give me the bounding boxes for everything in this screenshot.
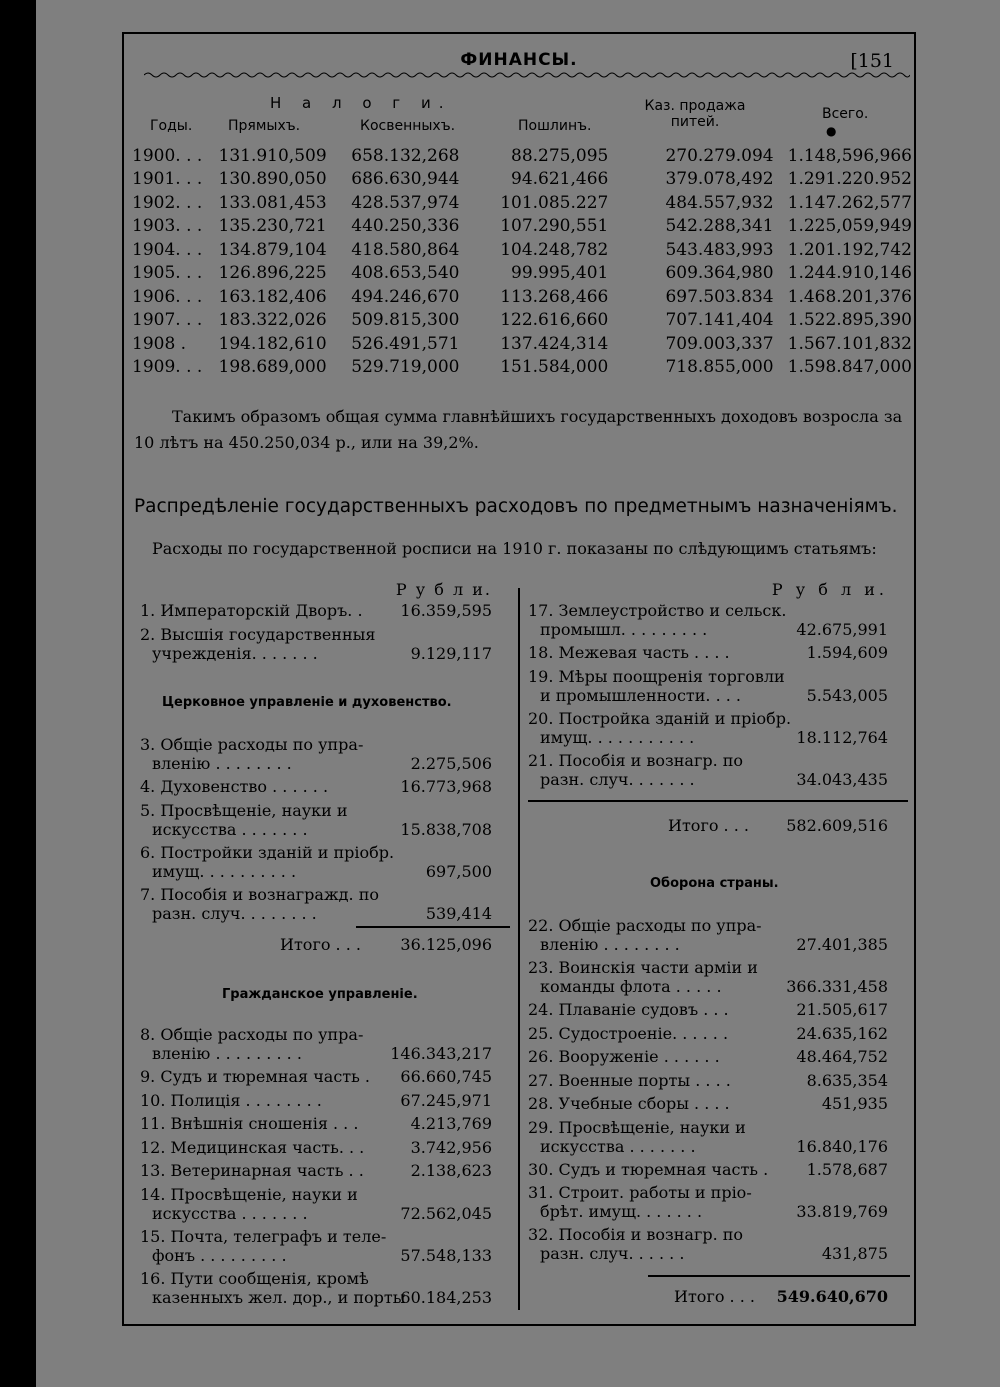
value-cell: 418.580,864: [351, 239, 460, 260]
expense-item-line: 25. Судостроеніе. . . . . .: [528, 1023, 729, 1043]
ink-dot: ●: [826, 124, 837, 138]
expense-item-line: искусства . . . . . . .: [540, 1136, 696, 1156]
expense-amount: 431,875: [821, 1244, 888, 1263]
value-cell: 101.085.227: [500, 192, 609, 213]
value-cell: 151.584,000: [500, 357, 609, 378]
expense-item-line: 15. Почта, телеграфъ и теле-: [140, 1226, 387, 1246]
expense-amount: 67.245,971: [400, 1090, 492, 1110]
expense-amount: 1.594,609: [806, 643, 888, 662]
expense-item-line: 16. Пути сообщенія, кромѣ: [140, 1268, 369, 1288]
value-cell: 135.230,721: [218, 216, 327, 237]
expense-amount: 16.840,176: [796, 1136, 888, 1156]
value-cell: 198.689,000: [218, 357, 327, 378]
year-cell: 1904. . .: [132, 239, 203, 260]
expense-item-line: 29. Просвѣщеніе, науки и: [528, 1117, 746, 1137]
value-cell: 526.491,571: [351, 333, 460, 354]
expense-item-line: промышл. . . . . . . . .: [540, 620, 708, 639]
value-cell: 707.141,404: [665, 310, 774, 331]
subtotal: 582.609,516: [786, 816, 888, 835]
value-cell: 543.483,993: [665, 239, 774, 260]
value-cell: 440.250,336: [351, 216, 460, 237]
expense-item-line: 20. Постройка зданій и пріобр.: [528, 708, 792, 728]
expense-amount: 9.129,117: [410, 643, 492, 663]
expense-amount: 15.838,708: [400, 819, 492, 839]
expense-item-line: 4. Духовенство . . . . . .: [140, 777, 329, 796]
column-divider: [518, 588, 520, 1310]
expense-item-line: 22. Общіе расходы по упра-: [528, 916, 762, 935]
year-cell: 1907. . .: [132, 310, 203, 331]
value-cell: 137.424,314: [500, 333, 609, 354]
page-number: [151: [850, 50, 894, 72]
expense-item-line: искусства . . . . . . .: [152, 819, 308, 839]
value-cell: 658.132,268: [351, 145, 460, 166]
expense-item-line: разн. случ. . . . . .: [540, 1244, 685, 1263]
taxes-group-header: Н а л о г и.: [270, 94, 452, 112]
book-spine-shadow: [0, 0, 36, 1387]
value-cell: 1.148,596,966: [787, 145, 912, 166]
col-header-indirect: Косвенныхъ.: [360, 118, 456, 134]
expense-item-line: брѣт. имущ. . . . . . .: [540, 1202, 703, 1221]
expense-item-line: вленію . . . . . . . .: [152, 754, 292, 773]
value-cell: 509.815,300: [351, 310, 460, 331]
expense-item-line: вленію . . . . . . . . .: [152, 1044, 302, 1063]
value-cell: 1.598.847,000: [787, 357, 912, 378]
expense-item-line: и промышленности. . . .: [540, 685, 742, 705]
year-cell: 1902. . .: [132, 192, 203, 213]
year-cell: 1900. . .: [132, 145, 203, 166]
expense-item-line: имущ. . . . . . . . . .: [152, 861, 297, 881]
expense-item-line: искусства . . . . . . .: [152, 1203, 308, 1223]
value-cell: 494.246,670: [351, 286, 460, 307]
expense-item-line: учрежденія. . . . . . .: [152, 643, 318, 663]
expense-amount: 451,935: [821, 1094, 888, 1113]
expense-amount: 8.635,354: [806, 1070, 888, 1090]
expense-item-line: команды флота . . . . .: [540, 977, 722, 996]
expense-amount: 4.213,769: [410, 1114, 492, 1133]
col-header-years: Годы.: [150, 118, 193, 134]
value-cell: 163.182,406: [218, 286, 327, 307]
expense-amount: 21.505,617: [796, 1000, 888, 1019]
expense-item-line: 17. Землеустройство и сельск.: [528, 601, 787, 620]
value-cell: 1.225,059,949: [787, 216, 912, 237]
total-rule: [648, 1275, 910, 1277]
expense-item-line: вленію . . . . . . . .: [540, 935, 680, 954]
expense-item-line: казенныхъ жел. дор., и порты: [152, 1287, 406, 1307]
value-cell: 99.995,401: [511, 263, 609, 284]
col-header-total: Всего.: [822, 106, 869, 122]
total-rule: [356, 926, 510, 928]
value-cell: 104.248,782: [500, 239, 609, 260]
expense-amount: 72.562,045: [400, 1203, 492, 1223]
expense-item-line: 26. Вооруженіе . . . . . .: [528, 1047, 720, 1066]
value-cell: 1.291.220.952: [787, 169, 912, 190]
expense-item-line: разн. случ. . . . . . . .: [152, 903, 317, 923]
expense-amount: 2.275,506: [410, 754, 492, 773]
value-cell: 1.468.201,376: [787, 286, 912, 307]
subsection-title: Церковное управленіе и духовенство.: [162, 695, 452, 710]
value-cell: 428.537,974: [351, 192, 460, 213]
value-cell: 1.567.101,832: [787, 333, 912, 354]
value-cell: 131.910,509: [218, 145, 327, 166]
expense-item-line: 11. Внѣшнія сношенія . . .: [140, 1114, 359, 1133]
value-cell: 484.557,932: [665, 192, 774, 213]
expense-item-line: 18. Межевая часть . . . .: [528, 643, 730, 662]
value-cell: 542.288,341: [665, 216, 774, 237]
value-cell: 1.522.895,390: [787, 310, 912, 331]
value-cell: 379.078,492: [665, 169, 774, 190]
expense-item-line: 7. Пособія и вознагражд. по: [140, 884, 379, 904]
left-expense-column: [140, 0, 500, 1387]
year-cell: 1908 .: [132, 333, 187, 354]
value-cell: 94.621,466: [511, 169, 609, 190]
expense-item-line: 24. Плаваніе судовъ . . .: [528, 1000, 729, 1019]
value-cell: 718.855,000: [665, 357, 774, 378]
expense-item-line: 8. Общіе расходы по упра-: [140, 1025, 364, 1044]
expense-item-line: 5. Просвѣщеніе, науки и: [140, 800, 348, 820]
expense-amount: 1.578,687: [806, 1159, 888, 1179]
year-cell: 1906. . .: [132, 286, 203, 307]
expense-amount: 48.464,752: [796, 1047, 888, 1066]
expense-item-line: 23. Воинскія части арміи и: [528, 958, 758, 977]
year-cell: 1901. . .: [132, 169, 203, 190]
value-cell: 113.268,466: [500, 286, 609, 307]
expense-amount: 27.401,385: [796, 935, 888, 954]
expense-item-line: 21. Пособія и вознагр. по: [528, 750, 744, 770]
summary-line-2: 10 лѣтъ на 450.250,034 р., или на 39,2%.: [134, 433, 479, 452]
expense-amount: 60.184,253: [400, 1287, 492, 1307]
expense-item-line: 27. Военные порты . . . .: [528, 1070, 731, 1090]
value-cell: 1.201.192,742: [787, 239, 912, 260]
expense-item-line: 31. Строит. работы и пріо-: [528, 1183, 752, 1202]
expense-item-line: фонъ . . . . . . . . .: [152, 1245, 287, 1265]
expense-item-line: 6. Постройки зданій и пріобр.: [140, 842, 395, 862]
expense-amount: 146.343,217: [390, 1044, 492, 1063]
expense-amount: 42.675,991: [796, 620, 888, 639]
summary-line-1: Такимъ образомъ общая сумма главнѣйшихъ государственныхъ доходовъ возросла за: [172, 407, 903, 426]
expense-item-line: 19. Мѣры поощренія торговли: [528, 666, 785, 686]
section-title: Распредѣленіе государственныхъ расходовъ по предметнымъ назначеніямъ.: [134, 496, 898, 517]
value-cell: 126.896,225: [218, 263, 327, 284]
expense-amount: 66.660,745: [400, 1067, 492, 1086]
value-cell: 130.890,050: [218, 169, 327, 190]
subtotal-label: Итого . . .: [280, 935, 361, 954]
intro-line: Расходы по государственной росписи на 1910 г. показаны по слѣдующимъ статьямъ:: [152, 539, 877, 558]
subsection-title: Гражданское управленіе.: [222, 987, 418, 1002]
expense-amount: 18.112,764: [796, 727, 888, 747]
expense-amount: 34.043,435: [796, 769, 888, 789]
year-cell: 1909. . .: [132, 357, 203, 378]
value-cell: 529.719,000: [351, 357, 460, 378]
expense-amount: 16.359,595: [400, 601, 492, 620]
expense-amount: 697,500: [425, 861, 492, 881]
col-header-liquor-sales: Каз. продажа питей.: [644, 98, 746, 130]
value-cell: 133.081,453: [218, 192, 327, 213]
value-cell: 697.503.834: [665, 286, 774, 307]
value-cell: 709.003,337: [665, 333, 774, 354]
subtotal-label: Итого . . .: [668, 816, 749, 835]
value-cell: 194.182,610: [218, 333, 327, 354]
expense-amount: 5.543,005: [806, 685, 888, 705]
expense-item-line: 3. Общіе расходы по упра-: [140, 735, 364, 754]
total-rule: [528, 800, 908, 802]
value-cell: 88.275,095: [511, 145, 609, 166]
subtotal: 36.125,096: [400, 935, 492, 954]
expense-item-line: 9. Судъ и тюремная часть .: [140, 1067, 371, 1086]
expense-item-line: 10. Полиція . . . . . . . .: [140, 1090, 322, 1110]
expense-amount: 3.742,956: [410, 1137, 492, 1157]
unit-label: Р у б л и.: [395, 580, 492, 599]
expense-amount: 16.773,968: [400, 777, 492, 796]
subtotal-label: Итого . . .: [674, 1287, 755, 1306]
year-cell: 1905. . .: [132, 263, 203, 284]
expense-item-line: 30. Судъ и тюремная часть .: [528, 1159, 769, 1179]
value-cell: 134.879,104: [218, 239, 327, 260]
expense-amount: 24.635,162: [796, 1023, 888, 1043]
running-title: ФИНАНСЫ.: [460, 50, 578, 70]
right-expense-column: [528, 0, 893, 1387]
value-cell: 609.364,980: [665, 263, 774, 284]
expense-amount: 57.548,133: [400, 1245, 492, 1265]
subsection-title: Оборона страны.: [650, 876, 779, 891]
subtotal: 549.640,670: [776, 1287, 888, 1306]
expense-amount: 33.819,769: [796, 1202, 888, 1221]
expense-item-line: 32. Пособія и вознагр. по: [528, 1225, 744, 1244]
expense-item-line: 2. Высшія государственныя: [140, 624, 376, 644]
unit-label: Р у б л и.: [771, 580, 888, 599]
year-cell: 1903. . .: [132, 216, 203, 237]
value-cell: 270.279.094: [665, 145, 774, 166]
expense-item-line: 1. Императорскій Дворъ. .: [140, 601, 363, 620]
value-cell: 122.616,660: [500, 310, 609, 331]
expense-amount: 2.138,623: [410, 1161, 492, 1180]
expense-item-line: 28. Учебные сборы . . . .: [528, 1094, 730, 1113]
col-header-duties: Пошлинъ.: [518, 118, 592, 134]
expense-item-line: 13. Ветеринарная часть . .: [140, 1161, 364, 1180]
expense-amount: 539,414: [425, 903, 492, 923]
expense-item-line: 14. Просвѣщеніе, науки и: [140, 1184, 358, 1204]
value-cell: 107.290,551: [500, 216, 609, 237]
expense-item-line: имущ. . . . . . . . . . .: [540, 727, 695, 747]
value-cell: 1.244.910,146: [787, 263, 912, 284]
expense-item-line: разн. случ. . . . . . .: [540, 769, 695, 789]
value-cell: 183.322,026: [218, 310, 327, 331]
col-header-direct: Прямыхъ.: [228, 118, 301, 134]
expense-amount: 366.331,458: [786, 977, 888, 996]
value-cell: 408.653,540: [351, 263, 460, 284]
expense-item-line: 12. Медицинская часть. . .: [140, 1137, 365, 1157]
value-cell: 1.147.262,577: [787, 192, 912, 213]
value-cell: 686.630,944: [351, 169, 460, 190]
